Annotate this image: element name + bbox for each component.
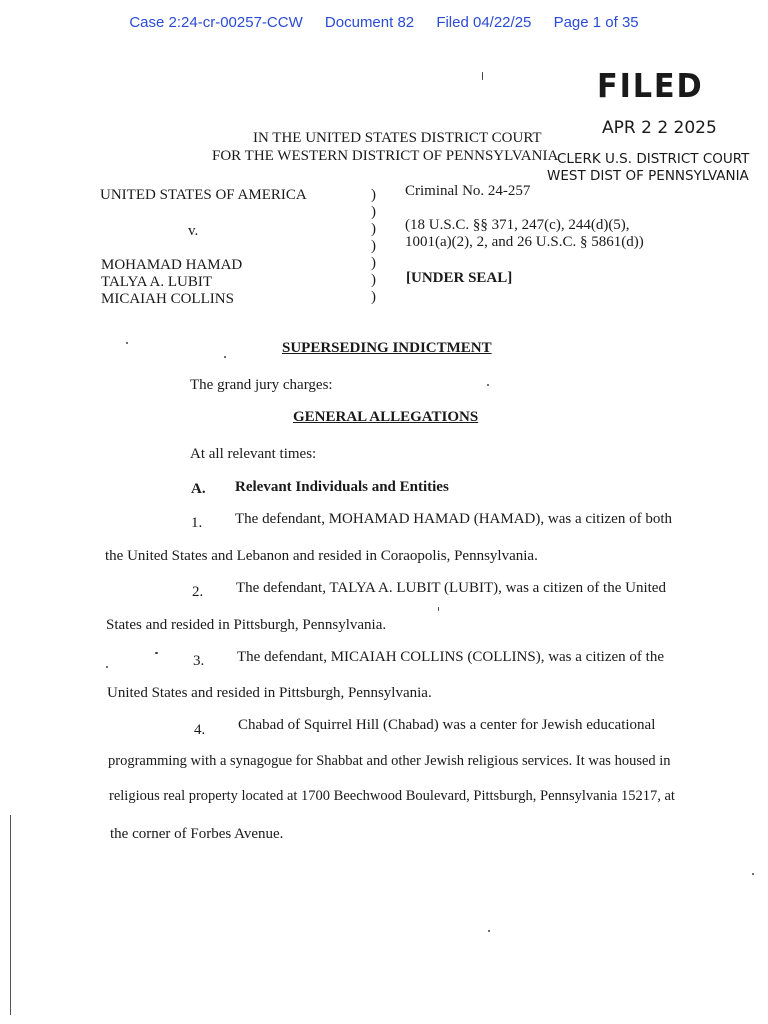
caption-paren: ) [371,272,376,288]
caption-paren: ) [371,187,376,203]
scan-speck [752,873,754,875]
paragraph-text: Chabad of Squirrel Hill (Chabad) was a center for Jewish educational [238,717,656,733]
paragraph-text: programming with a synagogue for Shabbat and other Jewish religious services. It was housed in [108,753,671,769]
scan-speck [126,342,128,344]
scan-speck [488,930,490,932]
paragraph-text: the corner of Forbes Avenue. [110,826,284,842]
court-name-line2: FOR THE WESTERN DISTRICT OF PENNSYLVANIA [212,148,559,164]
defendant-1: MOHAMAD HAMAD [101,257,243,273]
statutes-line1: (18 U.S.C. §§ 371, 247(c), 244(d)(5), [405,217,630,233]
paragraph-text: The defendant, MICAIAH COLLINS (COLLINS), was a citizen of the [237,649,664,665]
document-title: SUPERSEDING INDICTMENT [282,340,492,356]
versus: v. [188,223,199,239]
paragraph-text: the United States and Lebanon and resided in Coraopolis, Pennsylvania. [105,548,538,564]
paragraph-text: religious real property located at 1700 Beechwood Boulevard, Pittsburgh, Pennsylvania 15217, at [109,788,675,804]
scan-speck [106,666,108,668]
paragraph-number: 4. [194,722,206,738]
defendant-3: MICAIAH COLLINS [101,291,234,307]
stamp-clerk-line2: WEST DIST OF PENNSYLVANIA [547,168,749,184]
subsection-letter: A. [191,481,206,497]
stamp-date: APR 2 2 2025 [602,118,717,138]
caption-paren: ) [371,289,376,305]
paragraph-text: States and resided in Pittsburgh, Pennsylvania. [106,617,387,633]
defendant-2: TALYA A. LUBIT [101,274,213,290]
caption-paren: ) [371,204,376,220]
filing-header [0,14,768,31]
filed-stamp: FILED [597,66,704,105]
criminal-number: Criminal No. 24-257 [405,183,531,199]
court-name-line1: IN THE UNITED STATES DISTRICT COURT [253,130,542,146]
caption-paren: ) [371,238,376,254]
caption-paren: ) [371,255,376,271]
paragraph-number: 3. [193,653,205,669]
caption-paren: ) [371,221,376,237]
scan-margin-line [10,815,11,1015]
section-heading: GENERAL ALLEGATIONS [293,409,479,425]
seal-notice: [UNDER SEAL] [406,270,513,286]
plaintiff-name: UNITED STATES OF AMERICA [100,187,307,203]
statutes-line2: 1001(a)(2), 2, and 26 U.S.C. § 5861(d)) [405,234,644,250]
scan-speck [438,607,439,611]
paragraph-text: United States and resided in Pittsburgh, Pennsylvania. [107,685,432,701]
paragraph-text: The defendant, MOHAMAD HAMAD (HAMAD), was a citizen of both [235,511,672,527]
paragraph-number: 1. [191,515,203,531]
relevant-times: At all relevant times: [190,446,317,462]
case-number: Case 2:24-cr-00257-CCW [129,14,303,31]
scan-speck [487,384,489,386]
scan-speck [482,72,483,80]
scan-speck [155,652,158,654]
document-number: Document 82 [324,14,415,31]
subsection-title: Relevant Individuals and Entities [235,479,449,495]
paragraph-text: The defendant, TALYA A. LUBIT (LUBIT), was a citizen of the United [236,580,666,596]
page-indicator: Page 1 of 35 [553,14,639,31]
filed-date: Filed 04/22/25 [436,14,532,31]
paragraph-number: 2. [192,584,204,600]
intro-text: The grand jury charges: [190,377,333,393]
scan-speck [224,356,226,358]
stamp-clerk-line1: CLERK U.S. DISTRICT COURT [557,151,750,167]
